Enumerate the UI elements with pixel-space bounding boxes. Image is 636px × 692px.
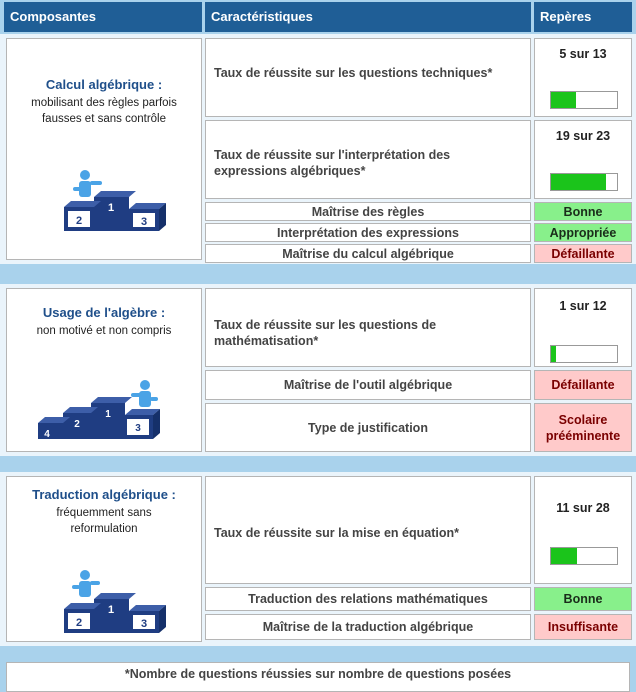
- podium-step-label: 1: [107, 604, 115, 616]
- metric-label: Taux de réussite sur l'interprétation des expressions algébriques*: [214, 148, 451, 178]
- row-label: Maîtrise des règles: [205, 202, 531, 221]
- section-calcul-algebrique: [0, 34, 636, 264]
- component-description: mobilisant des règles parfois fausses et sans contrôle: [31, 97, 177, 125]
- podium-icon: [59, 167, 169, 247]
- progress-fill: [551, 92, 576, 108]
- progress-fill: [551, 548, 577, 564]
- progress-bar: [550, 91, 618, 109]
- component-title: Calcul algébrique :: [45, 77, 163, 92]
- header-reperes: Repères: [534, 2, 632, 32]
- section-traduction-algebrique: [0, 472, 636, 646]
- metric-label: Taux de réussite sur la mise en équation*: [214, 526, 459, 540]
- score-value: 1 sur 12: [559, 299, 607, 313]
- podium-icon: [33, 379, 183, 449]
- component-cell: [6, 476, 202, 642]
- status-badge: Défaillante: [534, 244, 632, 263]
- component-description: fréquemment sans reformulation: [56, 507, 152, 535]
- podium-step-label: 1: [105, 409, 111, 420]
- score-value: 19 sur 23: [555, 129, 611, 143]
- component-title: Traduction algébrique :: [32, 487, 176, 502]
- header-composantes: Composantes: [4, 2, 202, 32]
- podium-step-label: 1: [107, 202, 115, 214]
- status-badge: Scolaire prééminente: [534, 403, 632, 452]
- podium-step-label: 3: [140, 216, 148, 228]
- component-cell: [6, 288, 202, 452]
- status-badge: Défaillante: [534, 370, 632, 400]
- score-cell: [534, 288, 632, 367]
- score-value: 11 sur 28: [556, 501, 610, 515]
- header-caracteristiques: Caractéristiques: [205, 2, 531, 32]
- score-value: 5 sur 13: [559, 47, 607, 61]
- status-badge: Bonne: [534, 587, 632, 611]
- footnote: *Nombre de questions réussies sur nombre de questions posées: [6, 662, 630, 692]
- row-label: Interprétation des expressions: [205, 223, 531, 242]
- metric-cell: [205, 288, 531, 367]
- podium-icon: [59, 569, 169, 649]
- metric-label: Taux de réussite sur les questions de mathématisation*: [214, 318, 437, 348]
- section-usage-algebre: [0, 284, 636, 456]
- progress-bar: [550, 547, 618, 565]
- score-cell: [534, 120, 632, 199]
- progress-fill: [551, 174, 606, 190]
- podium-step-label: 3: [140, 618, 148, 630]
- row-label: Maîtrise du calcul algébrique: [205, 244, 531, 263]
- podium-step-label: 2: [74, 419, 80, 430]
- row-label: Maîtrise de la traduction algébrique: [205, 614, 531, 640]
- progress-fill: [551, 346, 556, 362]
- status-badge: Insuffisante: [534, 614, 632, 640]
- status-badge: Bonne: [534, 202, 632, 221]
- podium-step-label: 3: [135, 423, 141, 434]
- metric-label: Taux de réussite sur les questions techniques*: [214, 66, 493, 80]
- progress-bar: [550, 173, 618, 191]
- row-label: Maîtrise de l'outil algébrique: [205, 370, 531, 400]
- podium-step-label: 2: [75, 617, 83, 629]
- progress-bar: [550, 345, 618, 363]
- component-cell: [6, 38, 202, 260]
- score-cell: [534, 476, 632, 584]
- score-cell: [534, 38, 632, 117]
- row-label: Type de justification: [205, 403, 531, 452]
- row-label: Traduction des relations mathématiques: [205, 587, 531, 611]
- component-title: Usage de l'algèbre :: [42, 305, 166, 320]
- metric-cell: [205, 120, 531, 199]
- metric-cell: [205, 38, 531, 117]
- status-badge: Appropriée: [534, 223, 632, 242]
- metric-cell: [205, 476, 531, 584]
- component-description: non motivé et non compris: [36, 325, 172, 337]
- podium-step-label: 2: [75, 215, 83, 227]
- podium-step-label: 4: [44, 429, 50, 440]
